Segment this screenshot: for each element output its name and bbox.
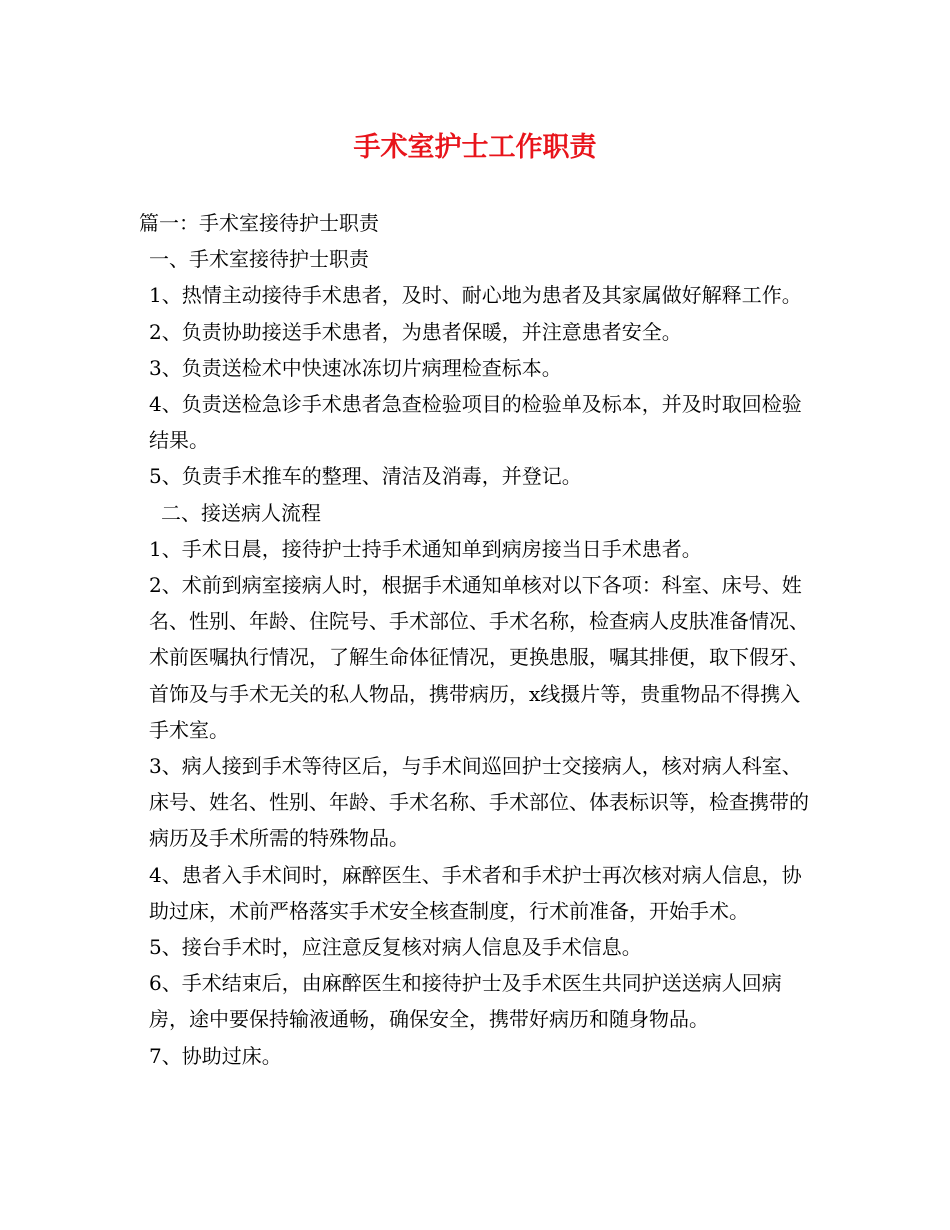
duty-item-4: 4、负责送检急诊手术患者急查检验项目的检验单及标本，并及时取回检验结果。 bbox=[149, 392, 802, 453]
subsection-heading-process: 二、接送病人流程 bbox=[161, 500, 321, 525]
document-title: 手术室护士工作职责 bbox=[353, 132, 597, 163]
duty-item-3: 3、负责送检术中快速冰冻切片病理检查标本。 bbox=[149, 355, 562, 380]
section-heading-part-one: 篇一：手术室接待护士职责 bbox=[139, 211, 379, 235]
process-step-1: 1、手术日晨，接待护士持手术通知单到病房接当日手术患者。 bbox=[149, 536, 702, 561]
duty-item-5: 5、负责手术推车的整理、清洁及消毒，并登记。 bbox=[149, 464, 582, 489]
document-body bbox=[139, 205, 819, 1074]
process-step-2: 2、术前到病室接病人时，根据手术通知单核对以下各项：科室、床号、姓名、性别、年龄、住院号、手术部位、手术名称，检查病人皮肤准备情况、术前医嘱执行情况，了解生命体征情况，更换患服，嘱其排便，取下假牙、首饰及与手术无关的私人物品，携带病历，x线摄片等，贵重物品不得携入手术室。 bbox=[149, 573, 809, 742]
process-step-6: 6、手术结束后，由麻醉医生和接待护士及手术医生共同护送送病人回病房，途中要保持输液通畅，确保安全，携带好病历和随身物品。 bbox=[149, 971, 782, 1032]
duty-item-1: 1、热情主动接待手术患者，及时、耐心地为患者及其家属做好解释工作。 bbox=[149, 283, 802, 308]
process-step-5: 5、接台手术时，应注意反复核对病人信息及手术信息。 bbox=[149, 935, 642, 960]
process-step-4: 4、患者入手术间时，麻醉医生、手术者和手术护士再次核对病人信息，协助过床，术前严格落实手术安全核查制度，行术前准备，开始手术。 bbox=[149, 862, 802, 923]
process-step-7: 7、协助过床。 bbox=[149, 1043, 282, 1068]
duty-item-2: 2、负责协助接送手术患者，为患者保暖，并注意患者安全。 bbox=[149, 319, 682, 344]
process-step-3: 3、病人接到手术等待区后，与手术间巡回护士交接病人，核对病人科室、床号、姓名、性别、年龄、手术名称、手术部位、体表标识等，检查携带的病历及手术所需的特殊物品。 bbox=[149, 754, 809, 851]
subsection-heading-duties: 一、手术室接待护士职责 bbox=[149, 247, 369, 272]
